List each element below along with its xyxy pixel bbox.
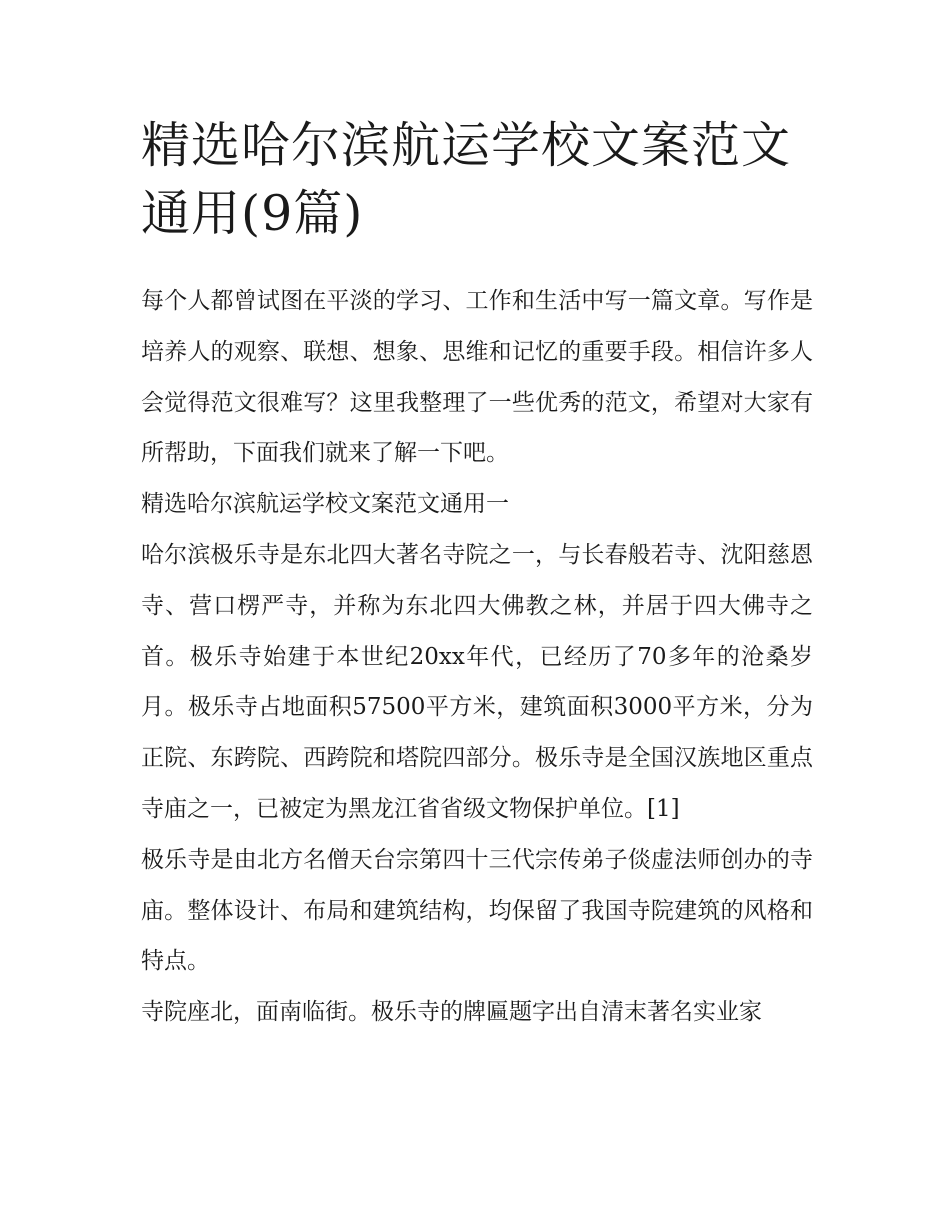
body-paragraph: 寺院座北，面南临街。极乐寺的牌匾题字出自清末著名实业家 bbox=[141, 999, 762, 1026]
body-paragraph: 哈尔滨极乐寺是东北四大著名寺院之一，与长春般若寺、沈阳慈恩寺、营口楞严寺，并称为东北四大佛教之林，并居于四大佛寺之首。极乐寺始建于本世纪20xx年代，已经历了70多年的沧桑岁月。极乐寺占地面积57500平方米，建筑面积3000平方米，分为正院、东跨院、西跨院和塔院四部分。极乐寺是全国汉族地区重点寺庙之一，已被定为黑龙江省省级文物保护单位。[1] bbox=[141, 541, 813, 822]
document-page bbox=[141, 112, 813, 1038]
intro-paragraph: 每个人都曾试图在平淡的学习、工作和生活中写一篇文章。写作是培养人的观察、联想、想象、思维和记忆的重要手段。相信许多人会觉得范文很难写？这里我整理了一些优秀的范文，希望对大家有所帮助，下面我们就来了解一下吧。 bbox=[141, 288, 813, 467]
section-heading: 精选哈尔滨航运学校文案范文通用一 bbox=[141, 491, 509, 518]
document-title: 精选哈尔滨航运学校文案范文通用(9篇) bbox=[141, 117, 792, 242]
body-paragraph: 极乐寺是由北方名僧天台宗第四十三代宗传弟子倓虚法师创办的寺庙。整体设计、布局和建筑结构，均保留了我国寺院建筑的风格和特点。 bbox=[141, 846, 813, 975]
